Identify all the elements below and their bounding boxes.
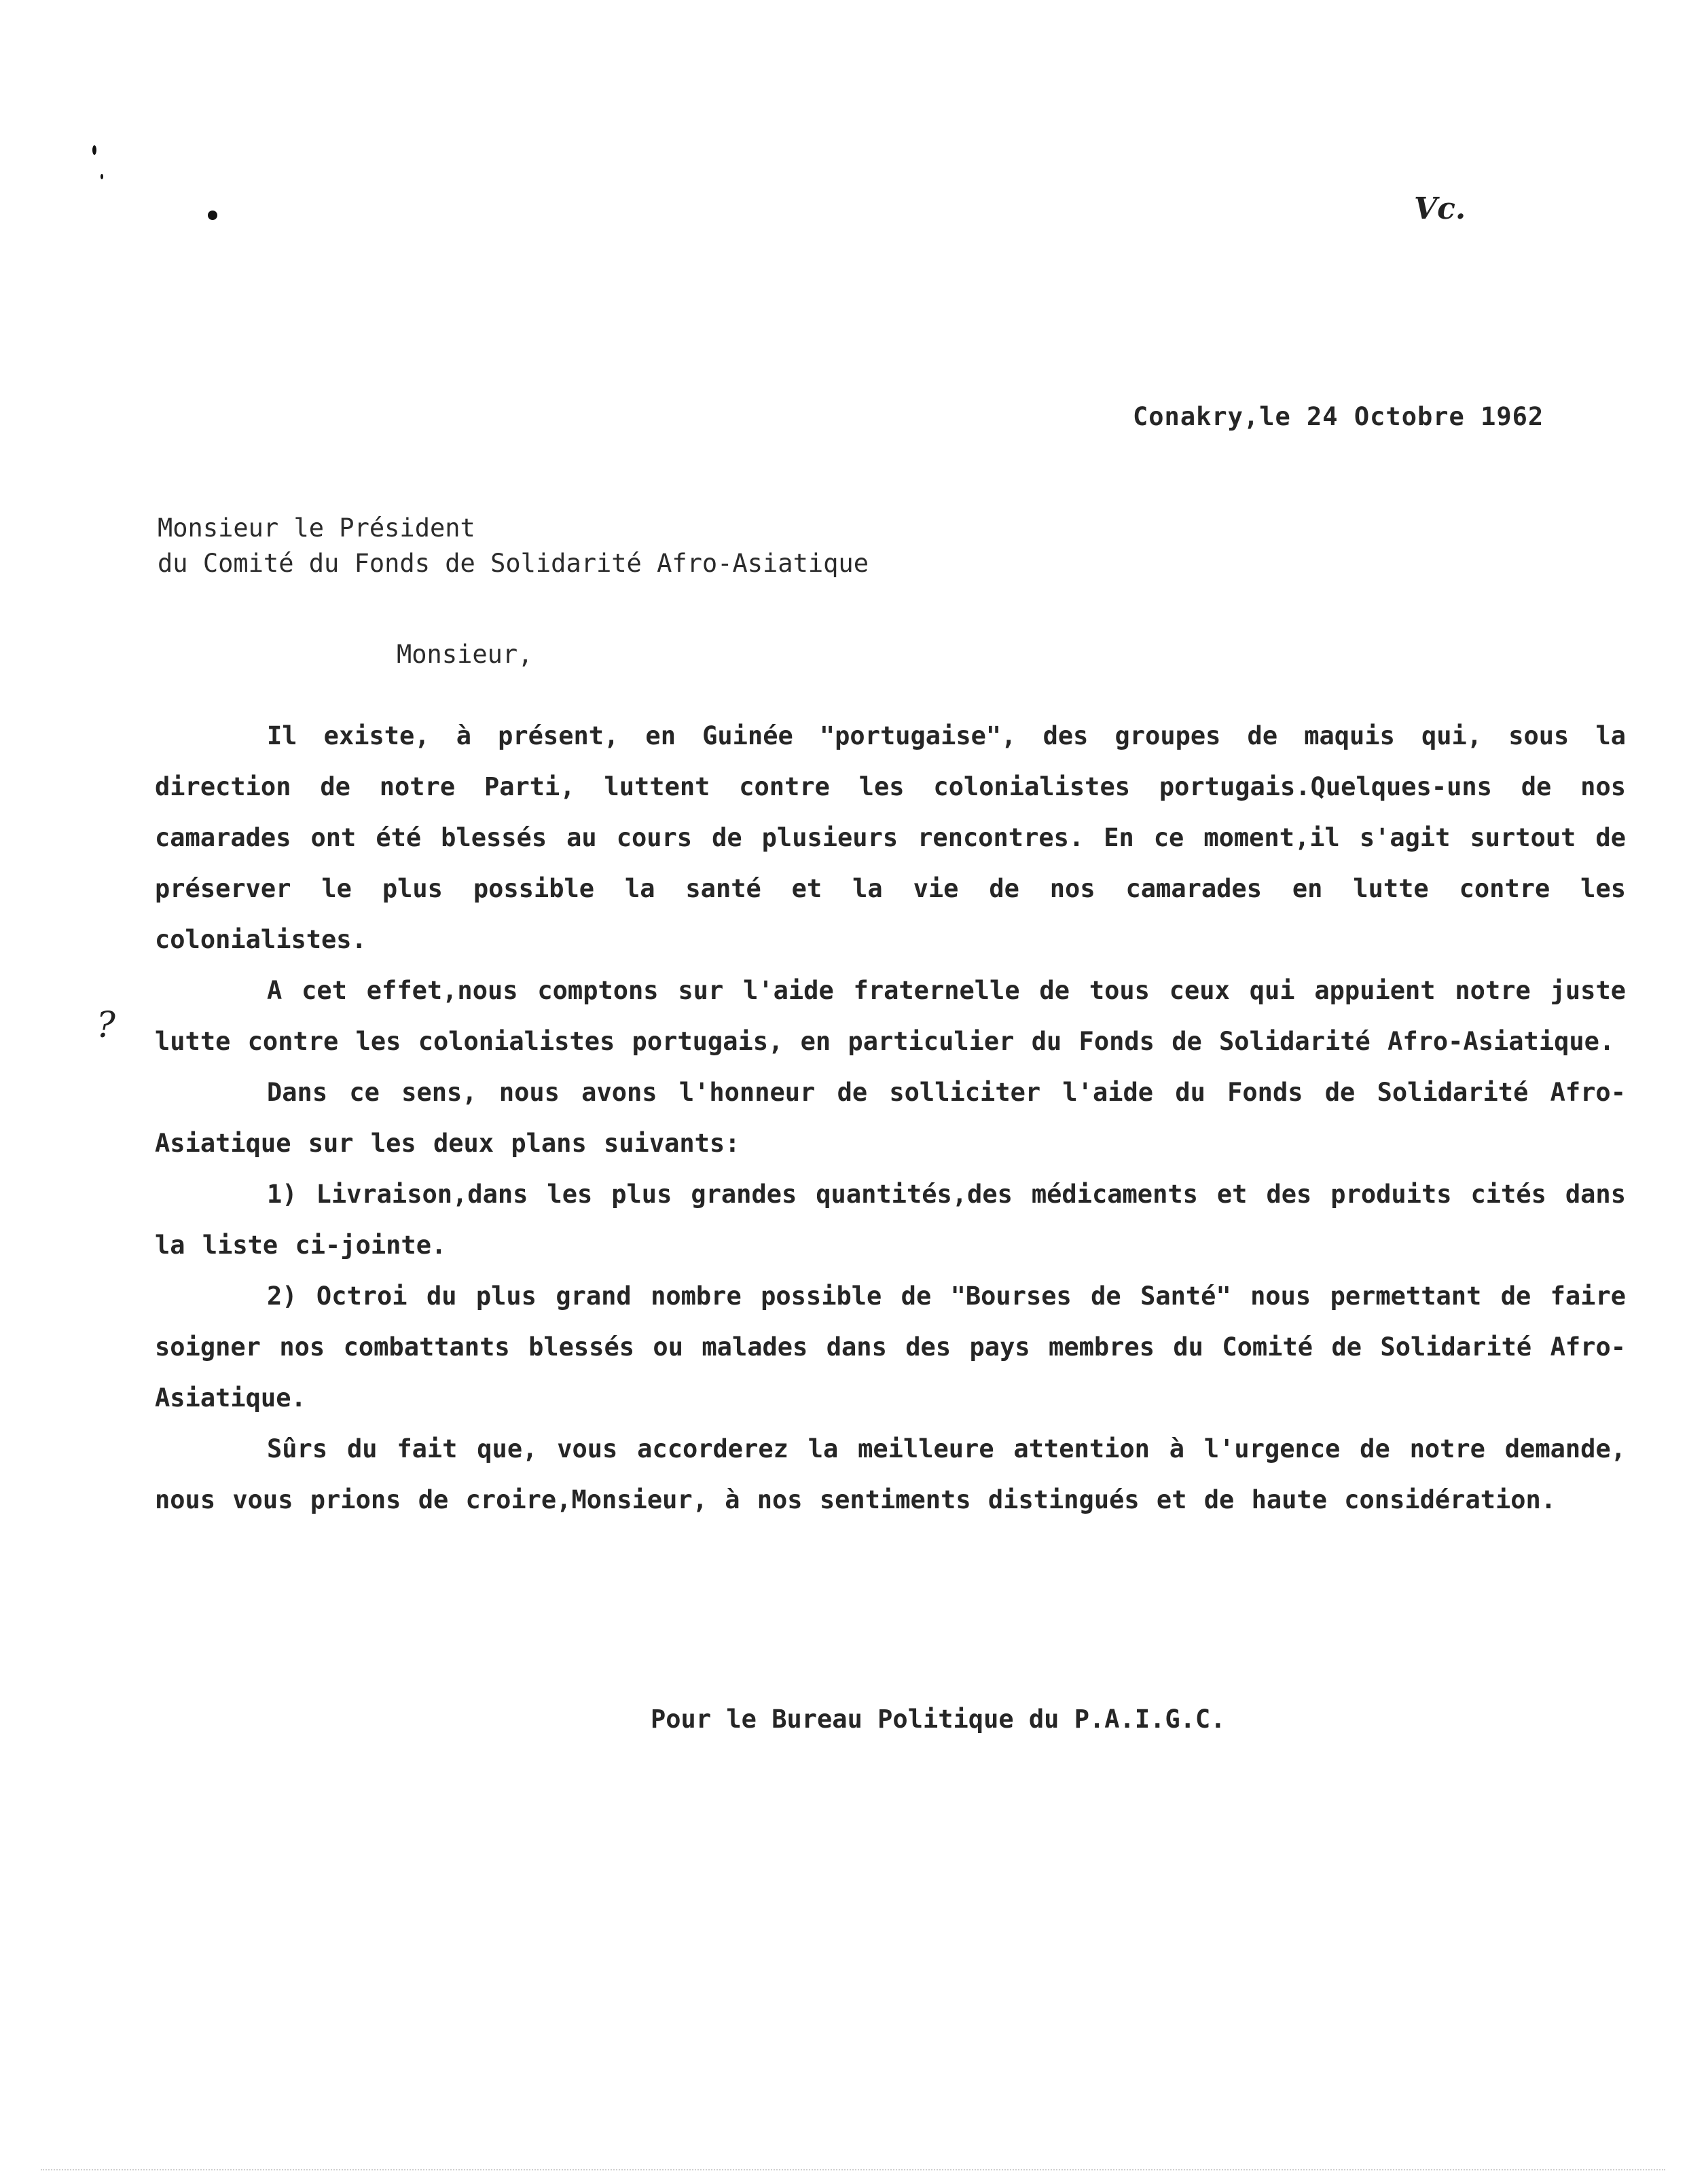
recipient-line-1: Monsieur le Président [158, 513, 475, 543]
paragraph: Dans ce sens, nous avons l'honneur de solliciter l'aide du Fonds de Solidarité Afro-Asiatique sur les deux plans suivants: [155, 1078, 1626, 1158]
scan-edge-dots [41, 2169, 1665, 2172]
recipient-address [158, 511, 869, 581]
handwritten-annotation: Vc. [1414, 192, 1466, 226]
salutation: Monsieur, [397, 640, 533, 669]
margin-question-mark: ? [96, 1005, 115, 1046]
paragraph: 2) Octroi du plus grand nombre possible de "Bourses de Santé" nous permettant de faire soigner nos combattants blessés ou malades dans des pays membres du Comité de Solidarité Afro-Asiatique. [155, 1281, 1626, 1413]
ink-speck [208, 211, 217, 220]
closing-signature-line: Pour le Bureau Politique du P.A.I.G.C. [651, 1705, 1226, 1734]
paragraph: A cet effet,nous comptons sur l'aide fraternelle de tous ceux qui appuient notre juste lutte contre les colonialistes portugais, en particulier du Fonds de Solidarité Afro-Asiatique. [155, 976, 1626, 1056]
recipient-line-2: du Comité du Fonds de Solidarité Afro-Asiatique [158, 549, 869, 578]
place-and-date: Conakry,le 24 Octobre 1962 [1133, 402, 1544, 431]
paragraph: Il existe, à présent, en Guinée "portugaise", des groupes de maquis qui, sous la direction de notre Parti, luttent contre les colonialistes portugais.Quelques-uns de nos camarades ont été blessés au cours de plusieurs rencontres. En ce moment,il s'agit surtout de préserver le plus possible la santé et la vie de nos camarades en lutte contre les colonialistes. [155, 721, 1626, 954]
ink-speck [92, 145, 96, 155]
paragraph: Sûrs du fait que, vous accorderez la meilleure attention à l'urgence de notre demande, nous vous prions de croire,Monsieur, à nos sentiments distingués et de haute considération. [155, 1434, 1626, 1514]
letter-body [155, 710, 1626, 1525]
ink-speck [101, 174, 103, 179]
paragraph: 1) Livraison,dans les plus grandes quantités,des médicaments et des produits cités dans la liste ci-jointe. [155, 1180, 1626, 1260]
